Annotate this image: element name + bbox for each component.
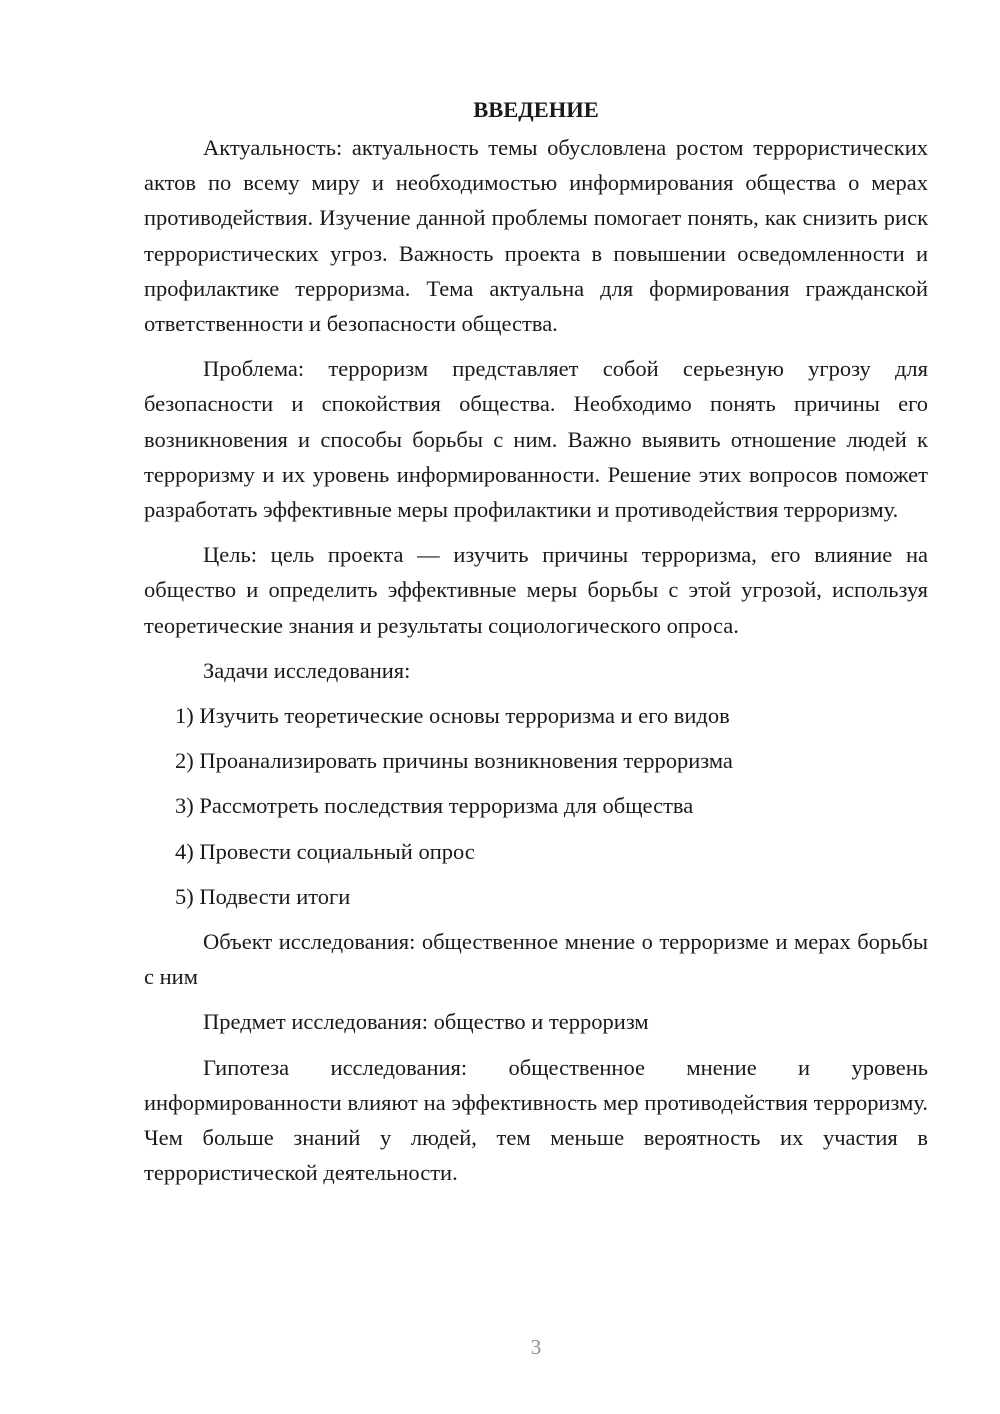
relevance-paragraph: Актуальность: актуальность темы обусловлена ростом террористических актов по всему миру и необходимостью информирования общества о мерах противодействия. Изучение данной проблемы помогает понять, как снизить риск террористических угроз. Важность проекта в повышении осведомленности и профилактике терроризма. Тема актуальна для формирования гражданской ответственности и безопасности общества. — [144, 135, 928, 337]
page-content — [144, 92, 928, 1200]
problem-paragraph: Проблема: терроризм представляет собой серьезную угрозу для безопасности и спокойствия общества. Необходимо понять причины его возникновения и способы борьбы с ним. Важно выявить отношение людей к терроризму и их уровень информированности. Решение этих вопросов поможет разработать эффективные меры профилактики и противодействия терроризму. — [144, 356, 928, 523]
task-item-5: 5) Подвести итоги — [175, 883, 351, 909]
tasks-heading: Задачи исследования: — [203, 657, 411, 683]
hypothesis-paragraph: Гипотеза исследования: общественное мнение и уровень информированности влияют на эффективность мер противодействия терроризму. Чем больше знаний у людей, тем меньше вероятность их участия в террористической деятельности. — [144, 1054, 928, 1186]
task-item-1: 1) Изучить теоретические основы терроризма и его видов — [175, 703, 730, 729]
object-paragraph: Объект исследования: общественное мнение о терроризме и мерах борьбы с ним — [144, 929, 928, 990]
page-title: ВВЕДЕНИЕ — [473, 97, 599, 122]
subject-paragraph: Предмет исследования: общество и терроризм — [203, 1009, 649, 1035]
page-number: 3 — [530, 1335, 542, 1359]
task-item-2: 2) Проанализировать причины возникновения терроризма — [175, 748, 733, 774]
task-item-3: 3) Рассмотреть последствия терроризма для общества — [175, 793, 694, 819]
goal-paragraph: Цель: цель проекта — изучить причины терроризма, его влияние на общество и определить эффективные меры борьбы с этой угрозой, используя теоретические знания и результаты социологического опроса. — [144, 542, 928, 638]
task-item-4: 4) Провести социальный опрос — [175, 838, 475, 864]
